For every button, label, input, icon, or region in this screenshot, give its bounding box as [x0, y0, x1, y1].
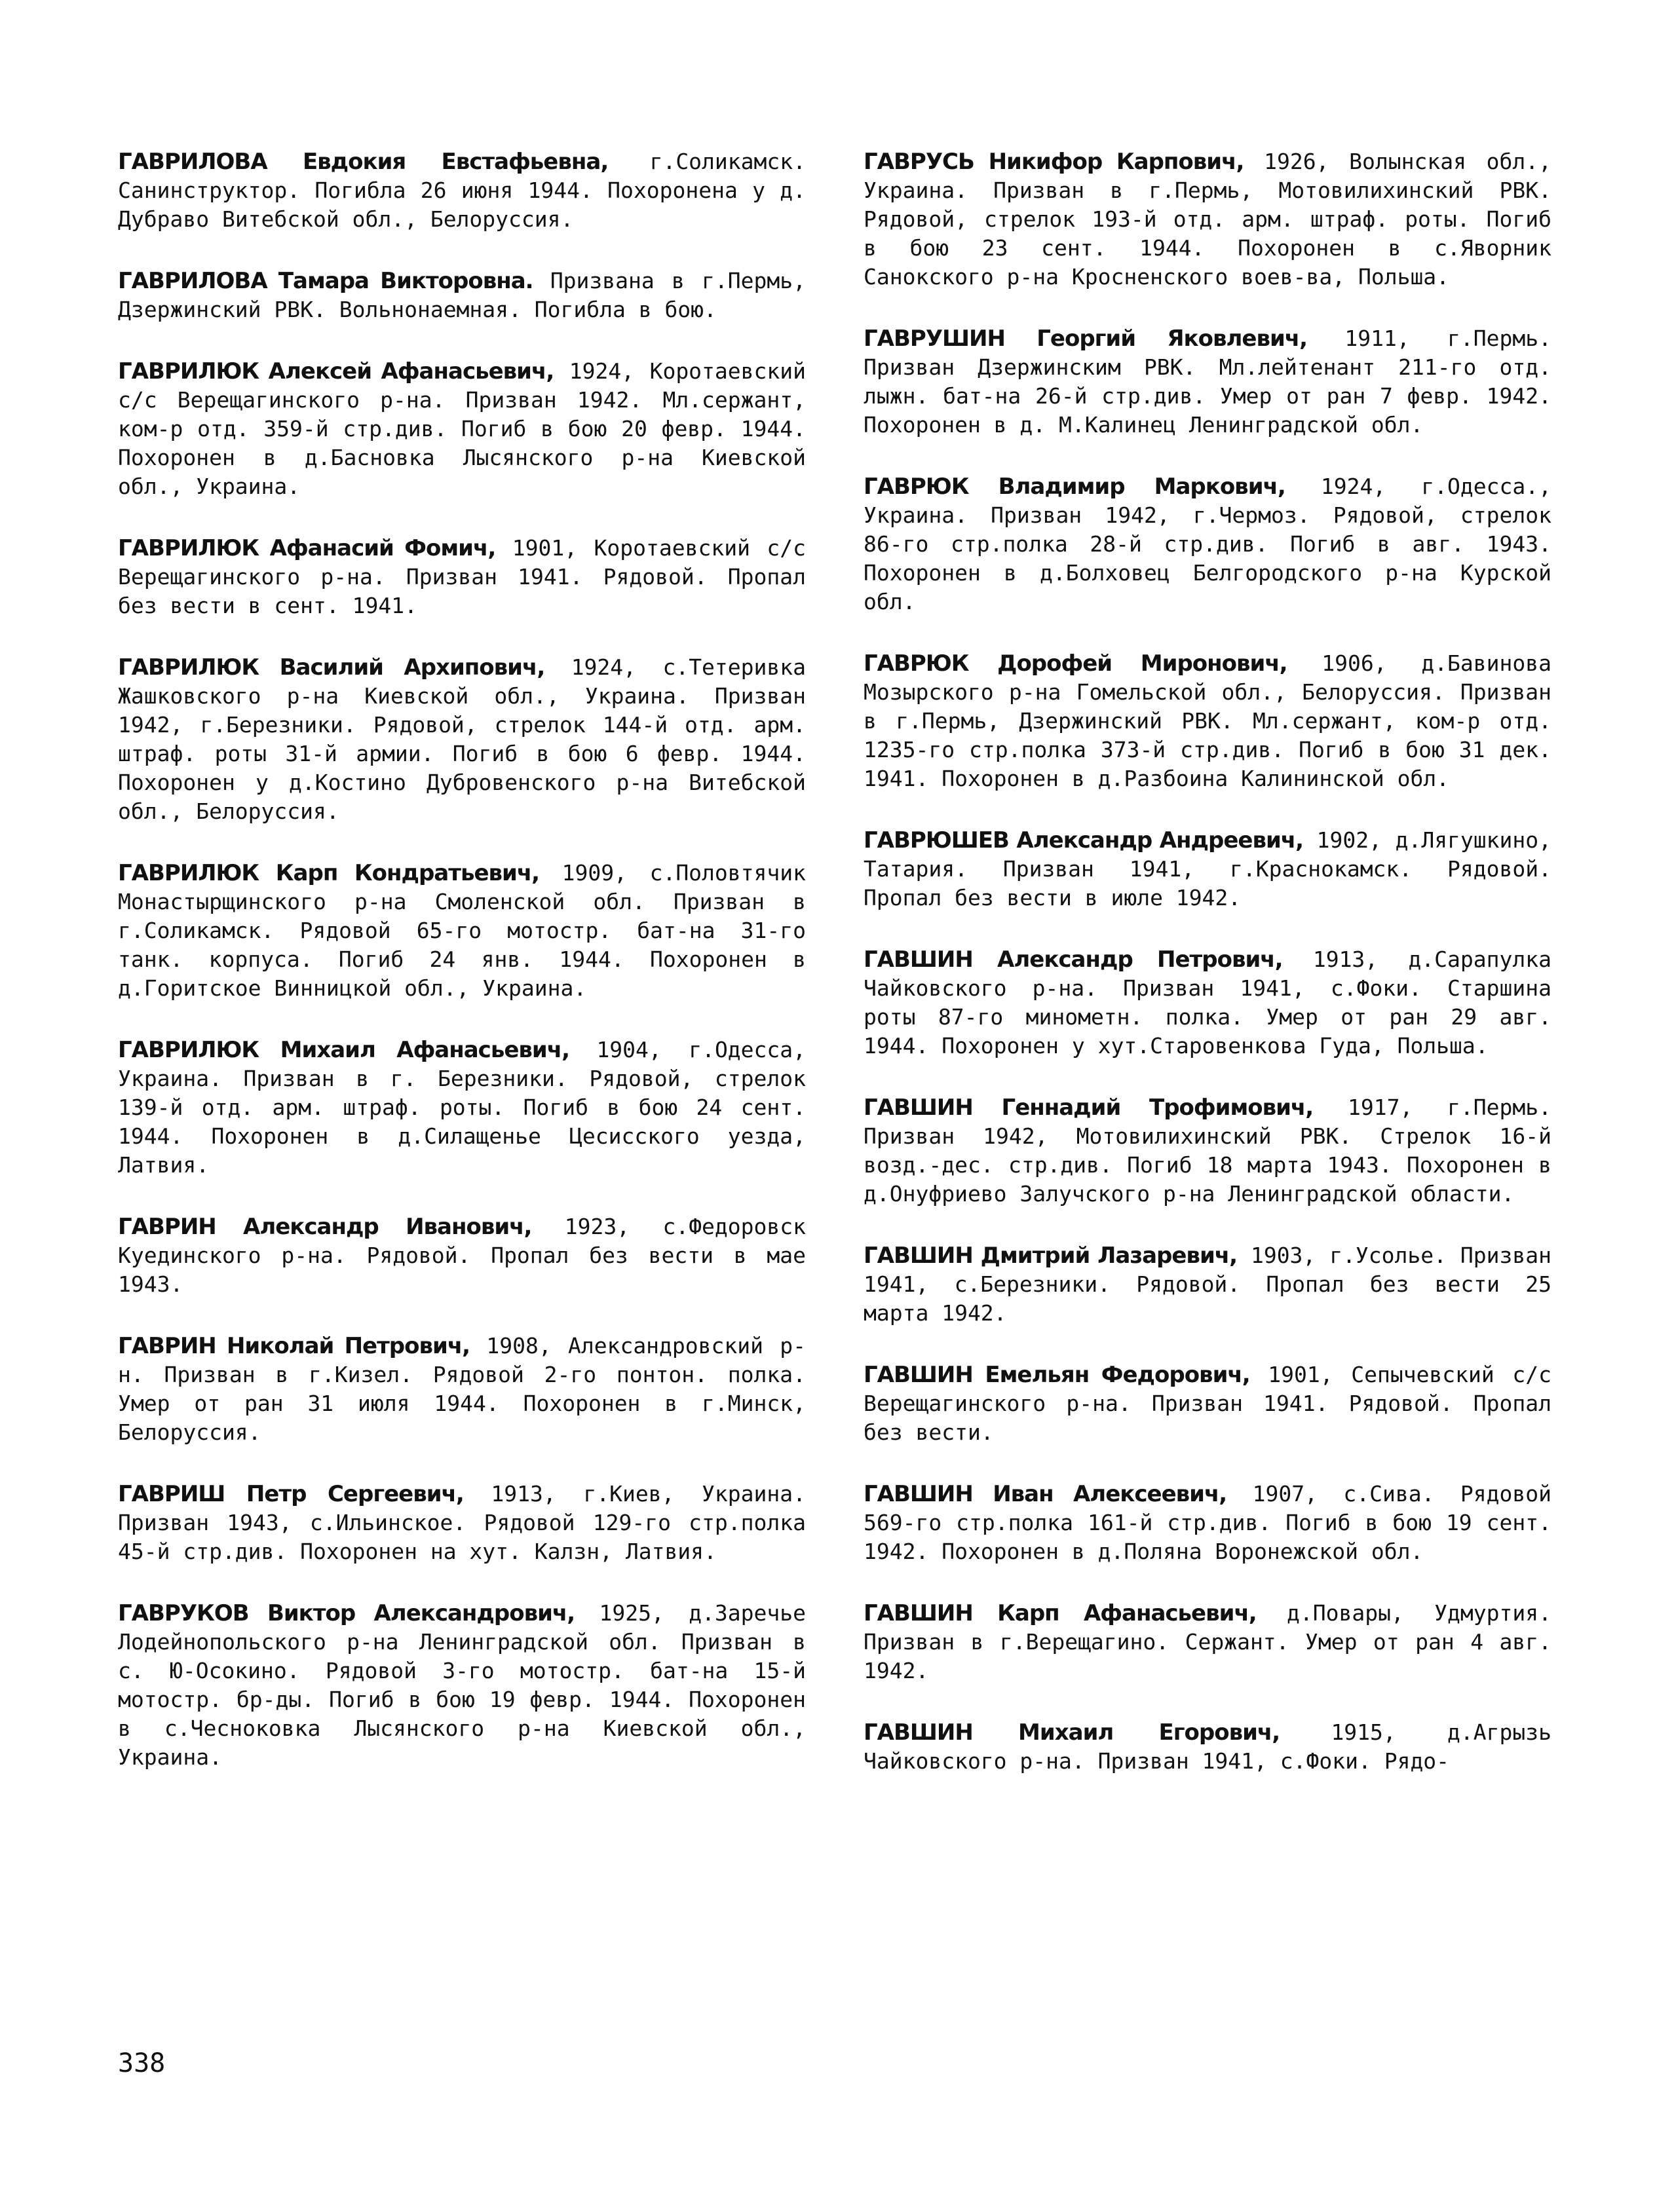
- entry-text: 1924, г.Одесса., Украина. Призван 1942, г.Чермоз. Рядовой, стрелок 86-го стр.полка 28-й стр.див. Погиб в авг. 1943. Похоронен в д.Болховец Белгородского р-на Курской обл.: [864, 474, 1551, 614]
- entry-text: 1904, г.Одесса, Украина. Призван в г. Березники. Рядовой, стрелок 139-й отд. арм. штраф. роты. Погиб в бою 24 сент. 1944. Похоронен в д.Силащенье Цесисского уезда, Латвия.: [118, 1037, 807, 1178]
- entry-text: 1906, д.Бавинова Мозырского р-на Гомельской обл., Белоруссия. Призван в г.Пермь, Дзержинский РВК. Мл.сержант, ком-р отд. 1235-го стр.полка 373-й стр.див. Погиб в бою 31 дек. 1941. Похоронен в д.Разбоина Калининской обл.: [864, 650, 1551, 791]
- entry: [864, 1599, 1551, 1685]
- entry: [118, 267, 806, 324]
- entry: [864, 472, 1551, 616]
- entry: [118, 653, 806, 826]
- entry-text: г.Соликамск. Санинструктор. Погибла 26 июня 1944. Похоронена у д. Дубраво Витебской обл., Белоруссия.: [118, 149, 806, 232]
- entry-text: 1923, с.Федоровск Куединского р-на. Рядовой. Пропал без вести в мае 1943.: [118, 1214, 806, 1297]
- page-number: 338: [118, 2048, 166, 2078]
- entry-name: ГАВРИЛОВА Тамара Викторовна.: [118, 268, 533, 294]
- entry-name: ГАВРИЛЮК Афанасий Фомич,: [118, 535, 496, 561]
- entry-name: ГАВРИН Николай Петрович,: [118, 1333, 470, 1359]
- entry-text: 1926, Волынская обл., Украина. Призван в г.Пермь, Мотовилихинский РВК. Рядовой, стрелок 193-й отд. арм. штраф. роты. Погиб в бою 23 сент. 1944. Похоронен в с.Яворник Санокского р-на Кросненского воев-ва, Польша.: [864, 149, 1551, 290]
- entry-name: ГАВРИЛЮК Алексей Афанасьевич,: [118, 358, 554, 384]
- entry-text: 1913, д.Сарапулка Чайковского р-на. Призван 1941, с.Фоки. Старшина роты 87-го минометн. полка. Умер от ран 29 авг. 1944. Похоронен у хут.Старовенкова Гуда, Польша.: [864, 947, 1551, 1059]
- entry-text: 1913, г.Киев, Украина. Призван 1943, с.Ильинское. Рядовой 129-го стр.полка 45-й стр.див. Похоронен на хут. Калзн, Латвия.: [118, 1481, 806, 1564]
- entry-name: ГАВРУКОВ Виктор Александрович,: [118, 1600, 575, 1626]
- entry: [118, 357, 806, 501]
- entry-name: ГАВРУСЬ Никифор Карпович,: [864, 149, 1244, 175]
- entry: [118, 1036, 806, 1180]
- entry: [864, 1093, 1551, 1209]
- entry-name: ГАВШИН Иван Алексеевич,: [864, 1481, 1227, 1507]
- entry: [864, 826, 1551, 912]
- entry: [864, 945, 1551, 1060]
- entry: [118, 1480, 806, 1566]
- entry-name: ГАВШИН Емельян Федорович,: [864, 1362, 1250, 1388]
- entry-text: 1907, с.Сива. Рядовой 569-го стр.полка 161-й стр.див. Погиб в бою 19 сент. 1942. Похоронен в д.Поляна Воронежской обл.: [864, 1481, 1552, 1564]
- entry-text: 1901, Коротаевский с/с Верещагинского р-на. Призван 1941. Рядовой. Пропал без вести в сент. 1941.: [118, 535, 806, 618]
- left-column: [118, 147, 806, 1805]
- entry-name: ГАВРИН Александр Иванович,: [118, 1214, 532, 1240]
- entry-text: 1908, Александровский р-н. Призван в г.Кизел. Рядовой 2-го понтон. полка. Умер от ран 31 июля 1944. Похоронен в г.Минск, Белоруссия.: [118, 1333, 806, 1445]
- entry-text: 1924, Коротаевский с/с Верещагинского р-на. Призван 1942. Мл.сержант, ком-р отд. 359-й стр.див. Погиб в бою 20 февр. 1944. Похоронен в д.Басновка Лысянского р-на Киевской обл., Украина.: [118, 358, 806, 499]
- entry-text: 1902, д.Лягушкино, Татария. Призван 1941, г.Краснокамск. Рядовой. Пропал без вести в июле 1942.: [864, 827, 1552, 910]
- entry-text: 1901, Сепычевский с/с Верещагинского р-на. Призван 1941. Рядовой. Пропал без вести.: [864, 1362, 1551, 1445]
- entry: [864, 324, 1551, 440]
- entry: [864, 1480, 1551, 1566]
- entry: [864, 1241, 1551, 1328]
- entry-text: 1911, г.Пермь. Призван Дзержинским РВК. Мл.лейтенант 211-го отд. лыжн. бат-на 26-й стр.див. Умер от ран 7 февр. 1942. Похоронен в д. М.Калинец Ленинградской обл.: [864, 326, 1551, 438]
- entry-text: 1903, г.Усолье. Призван 1941, с.Березники. Рядовой. Пропал без вести 25 марта 1942.: [864, 1243, 1551, 1326]
- entry-name: ГАВШИН Дмитрий Лазаревич,: [864, 1243, 1238, 1269]
- entry-name: ГАВРИШ Петр Сергеевич,: [118, 1481, 464, 1507]
- entry-name: ГАВРИЛЮК Василий Архипович,: [118, 654, 545, 681]
- entry: [864, 1718, 1551, 1776]
- entry: [118, 859, 806, 1003]
- entry: [118, 534, 806, 620]
- entry: [864, 1360, 1551, 1447]
- entry-text: Призвана в г.Пермь, Дзержинский РВК. Вольнонаемная. Погибла в бою.: [118, 268, 806, 322]
- entry-name: ГАВРЮК Дорофей Миронович,: [864, 650, 1287, 677]
- entry-name: ГАВРЮШЕВ Александр Андреевич,: [864, 827, 1304, 853]
- entry-name: ГАВШИН Геннадий Трофимович,: [864, 1095, 1314, 1121]
- entry-text: д.Повары, Удмуртия. Призван в г.Верещагино. Сержант. Умер от ран 4 авг. 1942.: [864, 1600, 1551, 1683]
- entry: [118, 1332, 806, 1447]
- entry: [118, 1599, 806, 1772]
- entry: [864, 649, 1551, 793]
- entry-name: ГАВРИЛОВА Евдокия Евстафьевна,: [118, 149, 609, 175]
- entry-name: ГАВРИЛЮК Михаил Афанасьевич,: [118, 1037, 569, 1063]
- entry-name: ГАВШИН Александр Петрович,: [864, 947, 1283, 973]
- entry-name: ГАВРЮК Владимир Маркович,: [864, 474, 1285, 500]
- entry: [118, 1212, 806, 1299]
- entry: [864, 147, 1551, 291]
- entry-text: 1909, с.Половтячик Монастырщинского р-на Смоленской обл. Призван в г.Соликамск. Рядовой 65-го мотостр. бат-на 31-го танк. корпуса. Погиб 24 янв. 1944. Похоронен в д.Горитское Винницкой обл., Украина.: [118, 860, 806, 1001]
- entry-name: ГАВРУШИН Георгий Яковлевич,: [864, 326, 1308, 352]
- entry-name: ГАВРИЛЮК Карп Кондратьевич,: [118, 860, 540, 886]
- entry-text: 1915, д.Агрызь Чайковского р-на. Призван 1941, с.Фоки. Рядо-: [864, 1719, 1551, 1774]
- entry-name: ГАВШИН Михаил Егорович,: [864, 1719, 1280, 1746]
- entry-name: ГАВШИН Карп Афанасьевич,: [864, 1600, 1257, 1626]
- entry-text: 1924, с.Тетеривка Жашковского р-на Киевской обл., Украина. Призван 1942, г.Березники. Рядовой, стрелок 144-й отд. арм. штраф. роты 31-й армии. Погиб в бою 6 февр. 1944. Похоронен у д.Костино Дубровенского р-на Витебской обл., Белоруссия.: [118, 654, 806, 824]
- right-column: [864, 147, 1551, 1809]
- entry-text: 1917, г.Пермь. Призван 1942, Мотовилихинский РВК. Стрелок 16-й возд.-дес. стр.див. Погиб 18 марта 1943. Похоронен в д.Онуфриево Залучского р-на Ленинградской области.: [864, 1095, 1551, 1207]
- entry-text: 1925, д.Заречье Лодейнопольского р-на Ленинградской обл. Призван в с. Ю-Осокино. Рядовой 3-го мотостр. бат-на 15-й мотостр. бр-ды. Погиб в бою 19 февр. 1944. Похоронен в с.Чесноковка Лысянского р-на Киевской обл., Украина.: [118, 1600, 807, 1770]
- entry: [118, 147, 806, 234]
